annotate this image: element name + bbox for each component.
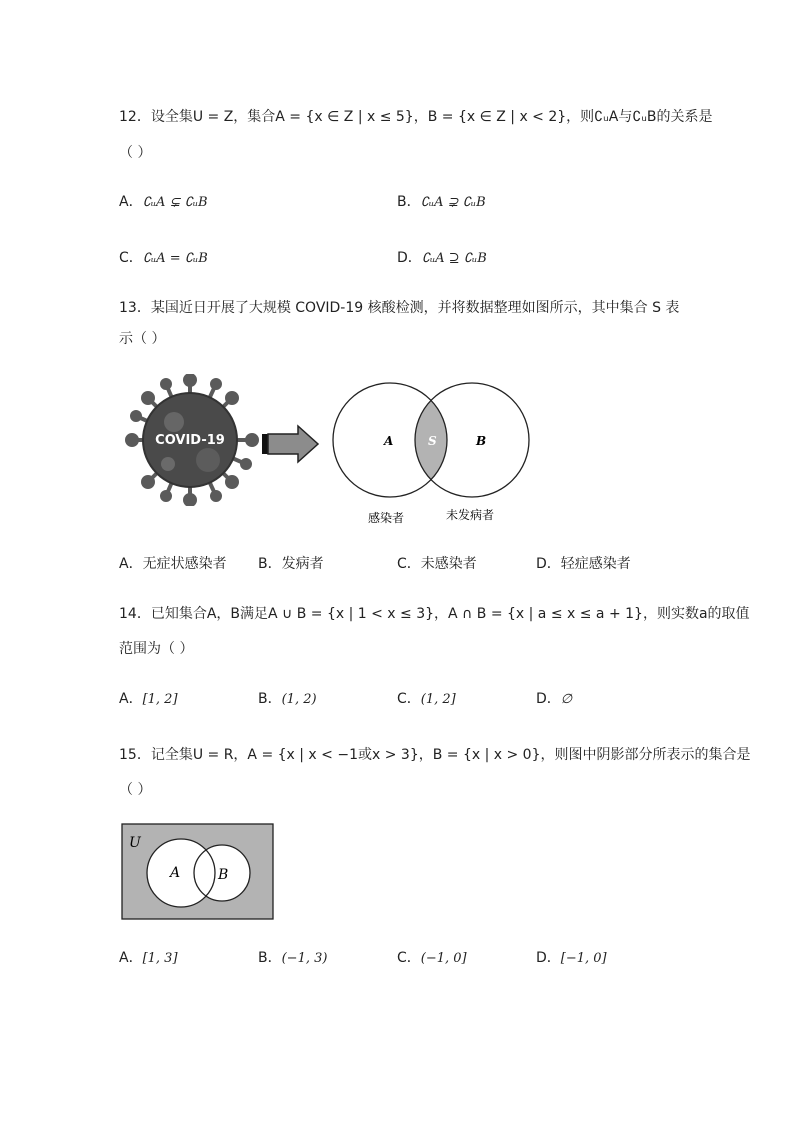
q13-option-d [536, 554, 631, 574]
venn-label-a: A [170, 865, 181, 881]
covid-virus-image [124, 374, 274, 506]
q13-stem-line1: 13．某国近日开展了大规模 COVID-19 核酸检测，并将数据整理如图所示，其中集合 S 表 [119, 300, 680, 316]
venn-label-b: B [218, 867, 229, 883]
q12-option-c [119, 248, 208, 269]
venn-caption-left: 感染者 [368, 511, 405, 525]
option-label: B． [258, 950, 282, 966]
option-label: D． [397, 250, 422, 266]
option-label: B． [258, 691, 282, 707]
option-text: [1, 2] [142, 692, 178, 707]
option-text: [−1, 0] [560, 951, 607, 966]
option-label: C． [397, 556, 421, 572]
option-label: A． [119, 950, 143, 966]
q14-option-c [397, 689, 456, 710]
q15-paren: （ ） [119, 782, 152, 798]
venn-caption-right: 未发病者 [446, 508, 495, 522]
q15-stem: 15．记全集U = R，A = {x | x < −1或x > 3}，B = {x | x > 0}，则图中阴影部分所表示的集合是 [119, 747, 751, 763]
option-text: 未感染者 [420, 556, 477, 572]
virus-label: COVID-19 [155, 433, 225, 448]
option-text: ∁ᵤA = ∁ᵤB [142, 251, 208, 266]
q13-option-c [397, 554, 477, 574]
option-text: (−1, 3) [281, 951, 328, 966]
option-text: ∁ᵤA ⊊ ∁ᵤB [142, 195, 208, 210]
option-label: D． [536, 691, 561, 707]
q14-stem-line1: 14．已知集合A，B满足A ∪ B = {x | 1 < x ≤ 3}，A ∩ B = {x | a ≤ x ≤ a + 1}，则实数a的取值 [119, 606, 750, 622]
q12-option-b [397, 192, 486, 213]
option-label: A． [119, 556, 143, 572]
q15-option-c [397, 948, 467, 969]
venn-label-b: B [476, 434, 487, 448]
option-label: A． [119, 194, 143, 210]
q13-option-a [119, 554, 227, 574]
q12-option-a [119, 192, 208, 213]
option-text: ∅ [560, 692, 573, 707]
option-text: 无症状感染者 [142, 556, 227, 572]
q12-stem: 12．设全集U = Z，集合A = {x ∈ Z | x ≤ 5}，B = {x ∈ Z | x < 2}，则∁ᵤA与∁ᵤB的关系是 [119, 109, 713, 125]
option-text: (1, 2) [281, 692, 317, 707]
option-label: D． [536, 556, 561, 572]
q12-paren: （ ） [119, 145, 152, 161]
option-text: 发病者 [281, 556, 324, 572]
option-text: [1, 3] [142, 951, 178, 966]
q15-option-a [119, 948, 178, 969]
option-label: A． [119, 691, 143, 707]
option-label: C． [397, 950, 421, 966]
venn-label-a: A [384, 434, 394, 448]
q14-stem-line2: 范围为（ ） [119, 641, 194, 657]
option-label: C． [397, 691, 421, 707]
venn-label-u: U [129, 835, 141, 851]
option-label: C． [119, 250, 143, 266]
q14-option-b [258, 689, 317, 710]
option-label: B． [258, 556, 282, 572]
venn-diagram-shaded [121, 823, 275, 921]
q13-stem-line2: 示（ ） [119, 331, 166, 347]
arrow-icon [262, 424, 322, 464]
q15-option-d [536, 948, 607, 969]
venn-diagram-infection [328, 380, 538, 530]
option-text: ∁ᵤA ⊇ ∁ᵤB [421, 251, 487, 266]
q13-option-b [258, 554, 324, 574]
venn-label-s: S [428, 434, 437, 448]
option-text: (1, 2] [420, 692, 456, 707]
q12-option-d [397, 248, 487, 269]
option-label: B． [397, 194, 421, 210]
q14-option-d [536, 689, 572, 710]
option-label: D． [536, 950, 561, 966]
q14-option-a [119, 689, 178, 710]
q15-option-b [258, 948, 327, 969]
option-text: (−1, 0] [420, 951, 467, 966]
option-text: ∁ᵤA ⊋ ∁ᵤB [420, 195, 486, 210]
option-text: 轻症感染者 [560, 556, 631, 572]
